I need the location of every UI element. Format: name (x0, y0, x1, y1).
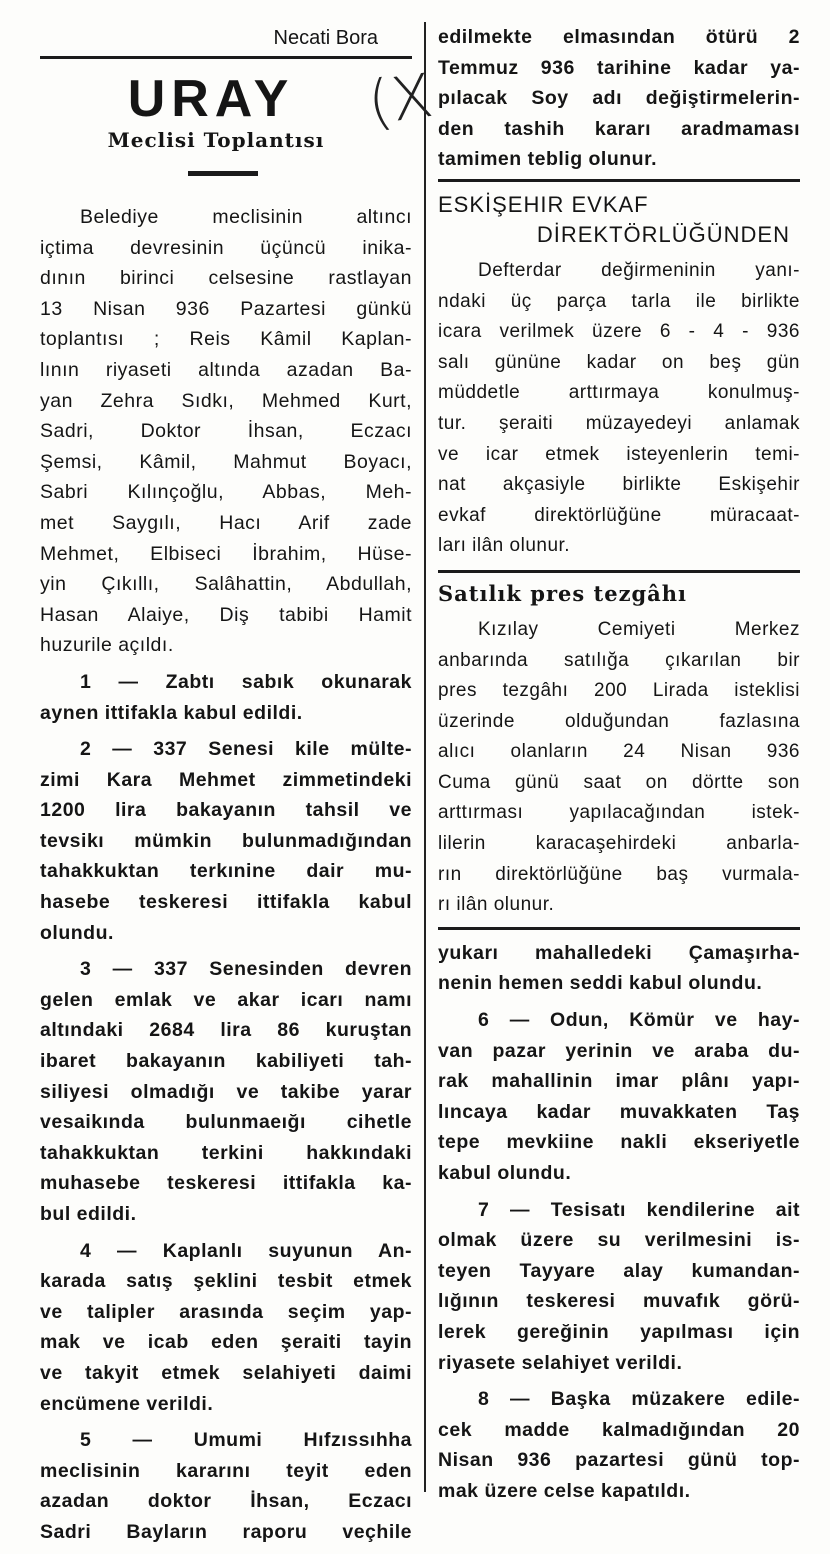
continuation-block (438, 22, 800, 175)
ad-heading: Satılık pres tezgâhı (438, 580, 688, 606)
text-line: Temmuz 936 tarihine kadar ya- (438, 56, 800, 79)
text-line: evkaf direktörlüğüne müracaat- (438, 504, 800, 526)
handwritten-x-mark: (X (363, 60, 438, 140)
text-line: olundu. (40, 921, 114, 944)
text-line: lığının teskeresi muvafık görü- (438, 1290, 800, 1313)
text-line: tahakkuktan terkınine dair mu- (40, 860, 412, 883)
right-column (438, 0, 800, 1513)
text-line: lının riyaseti altında azadan Ba- (40, 358, 412, 381)
text-line: tevsikı mümkin bulunmadığından (40, 829, 412, 852)
text-line: yin Çıkıllı, Salâhattin, Abdullah, (40, 573, 412, 596)
text-line: 1200 lira bakayanın tahsil ve (40, 799, 412, 822)
article-paragraph-item-7 (438, 1195, 800, 1379)
text-line: ve takyit etmek selahiyeti daimi (40, 1361, 412, 1384)
text-line: ndaki üç parça tarla ile birlikte (438, 290, 800, 312)
text-line: arttırması yapılacağından istek- (438, 802, 800, 824)
author-name: Necati Bora (273, 27, 378, 49)
article-paragraph-item-4 (40, 1236, 412, 1420)
text-line: Şemsi, Kâmil, Mahmut Boyacı, (40, 450, 412, 473)
text-line: lerek gereğinin yapılması için (438, 1320, 800, 1343)
text-line: tamimen teblig olunur. (438, 148, 658, 171)
article-paragraph-item-5 (40, 1425, 412, 1547)
text-line: tepe mevkiine nakli ekseriyetle (438, 1131, 800, 1154)
text-line: hasebe teskeresi ittifakla kabul (40, 891, 412, 914)
text-line: 4 — Kaplanlı suyunun An- (80, 1239, 412, 1262)
text-line: mak ve icab eden şeraiti tayin (40, 1331, 412, 1354)
article-paragraph-item-2 (40, 734, 412, 948)
text-line: pılacak Soy adı değiştirmelerin- (438, 87, 800, 110)
text-line: alıcı olanların 24 Nisan 936 (438, 741, 800, 763)
text-line: muhasebe teskeresi ittifakla ka- (40, 1172, 412, 1195)
text-line: Cuma günü saat on dörtte son (438, 771, 800, 793)
text-line: karada satış şeklini tesbit etmek (40, 1270, 412, 1293)
text-line: lıncaya kadar muvakkaten Taş (438, 1100, 800, 1123)
text-line: altındaki 2684 lira 86 kuruştan (40, 1019, 412, 1042)
text-line: huzurile açıldı. (40, 634, 174, 657)
section-rule (438, 927, 800, 930)
text-line: Hasan Alaiye, Diş tabibi Hamit (40, 603, 412, 626)
text-line: rak mahallinin imar plânı yapı- (438, 1070, 800, 1093)
article-subtitle: Meclisi Toplantısı (107, 128, 325, 152)
text-line: lilerin karacaşehirdeki anbarla- (438, 833, 800, 855)
text-line: riyasete selahiyet verildi. (438, 1351, 683, 1374)
text-line: üzerinde olduğundan fazlasına (438, 710, 800, 732)
text-line: Sabri Kılınçoğlu, Abbas, Meh- (40, 481, 412, 504)
text-line: den tashih kararı aradmaması (438, 117, 800, 140)
text-line: 3 — 337 Senesinden devren (80, 958, 412, 981)
text-line: 6 — Odun, Kömür ve hay- (478, 1009, 800, 1032)
text-line: Kızılay Cemiyeti Merkez (478, 618, 800, 640)
article-paragraph-item-3 (40, 954, 412, 1229)
text-line: Sadri Bayların raporu veçhile (40, 1520, 412, 1543)
article-paragraph-intro (40, 202, 412, 661)
article-title: URAY (127, 70, 295, 128)
text-line: gelen emlak ve akar icarı namı (40, 988, 412, 1011)
text-line: van pazar yerinin ve araba du- (438, 1039, 800, 1062)
article-continuation (438, 938, 800, 1507)
text-line: meclisinin kararını teyit eden (40, 1459, 412, 1482)
text-line: pres tezgâhı 200 Lirada isteklisi (438, 680, 800, 702)
text-line: yan Zehra Sıdkı, Mehmed Kurt, (40, 389, 412, 412)
text-line: 1 — Zabtı sabık okunarak (80, 670, 412, 693)
text-line: icara verilmek üzere 6 - 4 - 936 (438, 321, 800, 343)
text-line: siliyesi olmadığı ve takibe yarar (40, 1080, 412, 1103)
text-line: ve icar etmek isteyenlerin temi- (438, 443, 800, 465)
article-paragraph-continued (438, 938, 800, 999)
text-line: bul edildi. (40, 1203, 137, 1225)
text-line: 8 — Başka müzakere edile- (478, 1388, 800, 1411)
ad-heading-line2: DİREKTÖRLÜĞÜNDEN (536, 221, 790, 247)
text-line: toplantısı ; Reis Kâmil Kaplan- (40, 328, 412, 351)
text-line: azadan doktor İhsan, Eczacı (40, 1490, 412, 1513)
text-line: rın direktörlüğüne baş vurmala- (438, 863, 800, 885)
text-line: tahakkuktan terkini hakkındaki (40, 1141, 412, 1164)
text-line: rı ilân olunur. (438, 894, 555, 916)
text-line: Defterdar değirmeninin yanı- (478, 259, 800, 281)
text-line: met Saygılı, Hacı Arif zade (40, 511, 412, 534)
article-paragraph-item-1 (40, 667, 412, 728)
text-line: ibaret bakayanın kabiliyeti tah- (40, 1050, 412, 1073)
section-rule (438, 570, 800, 573)
text-line: kabul olundu. (438, 1162, 572, 1184)
text-line: vesaikında bulunmaeığı cihetle (40, 1111, 412, 1134)
text-line: aynen ittifakla kabul edildi. (40, 701, 303, 724)
text-line: ve talipler arasında seçim yap- (40, 1300, 412, 1323)
text-line: anbarında satılığa çıkarılan bir (438, 649, 800, 671)
text-line: müddetle arttırmaya konulmuş- (438, 382, 800, 404)
text-line: yukarı mahalledeki Çamaşırha- (438, 941, 800, 964)
text-line: cek madde kalmadığından 20 (438, 1418, 800, 1441)
text-line: salı gününe kadar on beş gün (438, 351, 800, 373)
text-line: 7 — Tesisatı kendilerine ait (478, 1198, 800, 1221)
left-column (40, 0, 412, 1554)
section-rule (438, 179, 800, 182)
text-line: 2 — 337 Senesi kile mülte- (80, 738, 412, 761)
text-line: 5 — Umumi Hıfzıssıhha (80, 1429, 412, 1452)
column-divider (424, 22, 426, 1492)
article-body (40, 202, 412, 1548)
article-paragraph-item-8 (438, 1384, 800, 1506)
text-line: edilmekte elmasından ötürü 2 (438, 26, 800, 48)
text-line: 13 Nisan 936 Pazartesi günkü (40, 297, 412, 320)
text-line: olmak üzere su verilmesini is- (438, 1229, 800, 1252)
text-line: Mehmet, Elbiseci İbrahim, Hüse- (40, 542, 412, 565)
ad-heading-line1: ESKİŞEHIR EVKAF (438, 191, 649, 217)
text-line: zimi Kara Mehmet zimmetindeki (40, 768, 412, 791)
text-line: encümene verildi. (40, 1392, 214, 1415)
text-line: Sadri, Doktor İhsan, Eczacı (40, 420, 412, 443)
evkaf-advertisement (438, 190, 800, 562)
top-rule (40, 56, 412, 59)
text-line: teyen Tayyare alay kumandan- (438, 1259, 800, 1282)
article-paragraph-item-6 (438, 1005, 800, 1189)
text-line: Nisan 936 pazartesi günü top- (438, 1449, 800, 1472)
text-line: mak üzere celse kapatıldı. (438, 1479, 691, 1502)
title-rule (188, 171, 258, 176)
text-line: dının birinci celsesine rastlayan (40, 267, 412, 290)
text-line: ları ilân olunur. (438, 535, 571, 557)
text-line: Belediye meclisinin altıncı (80, 206, 412, 228)
text-line: içtima devresinin üçüncü inika- (40, 236, 412, 259)
text-line: nenin hemen seddi kabul olundu. (438, 972, 763, 995)
text-line: tur. şeraiti müzayedeyi anlamak (438, 412, 800, 434)
text-line: nat akçasiyle birlikte Eskişehir (438, 474, 800, 496)
press-sale-advertisement (438, 579, 800, 921)
